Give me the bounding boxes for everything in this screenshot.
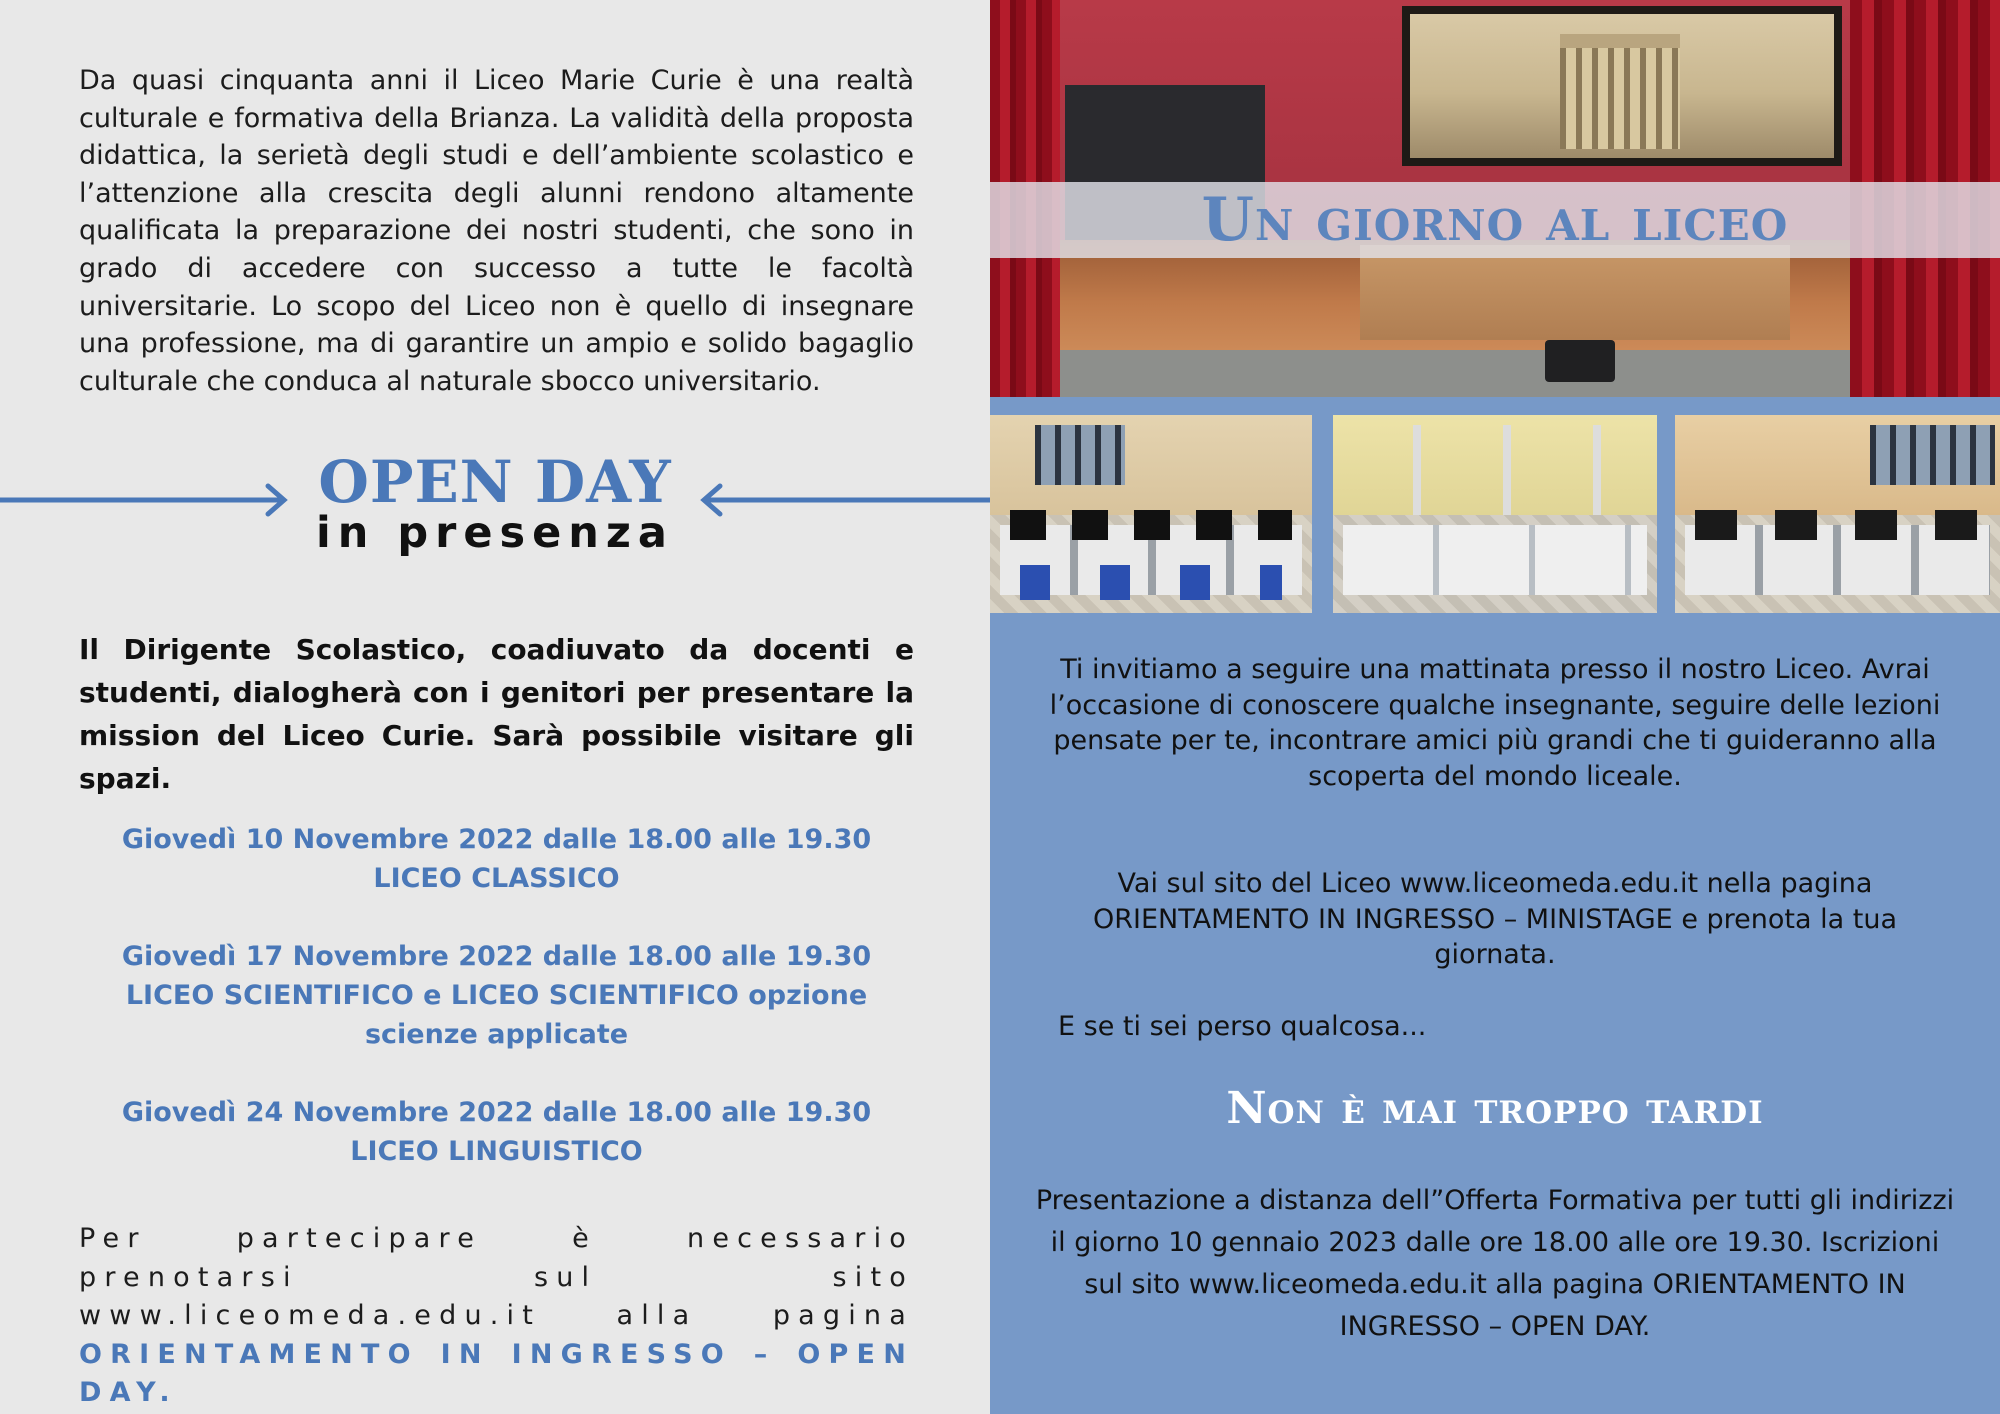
never-late-heading: Non è mai troppo tardi xyxy=(1226,1083,1764,1134)
site-info-paragraph: Vai sul sito del Liceo www.liceomeda.edu.it nella pagina ORIENTAMENTO IN INGRESSO – MINISTAGE e prenota la tua giornata. xyxy=(1092,868,1897,970)
right-panel xyxy=(990,0,2000,1414)
date-what: LICEO SCIENTIFICO e LICEO SCIENTIFICO opzione scienze applicate xyxy=(125,980,868,1050)
open-day-subtitle: in presenza xyxy=(316,508,674,558)
booking-info xyxy=(79,1220,914,1413)
booking-text: Per partecipare è necessario prenotarsi sul sito www.liceomeda.edu.it alla pagina xyxy=(79,1223,914,1331)
date-when: Giovedì 24 Novembre 2022 dalle 18.00 alle 19.30 xyxy=(121,1097,872,1128)
science-lab-photo xyxy=(1333,415,1657,613)
computer-lab-photo-1 xyxy=(990,415,1312,613)
date-when: Giovedì 17 Novembre 2022 dalle 18.00 alle 19.30 xyxy=(121,941,872,972)
computer-lab-photo-2 xyxy=(1675,415,2000,613)
invite-paragraph: Ti invitiamo a seguire una mattinata presso il nostro Liceo. Avrai l’occasione di conoscere qualche insegnante, seguire delle lezioni pensate per te, incontrare amici più grandi che ti guideranno alla scoperta del mondo liceale. xyxy=(1049,654,1941,792)
arrow-left-icon xyxy=(698,482,990,518)
open-day-title: OPEN DAY xyxy=(318,448,672,516)
date-what: LICEO CLASSICO xyxy=(373,863,620,894)
presentation-paragraph: Presentazione a distanza dell”Offerta Formativa per tutti gli indirizzi il giorno 10 gennaio 2023 dalle ore 18.00 alle ore 19.30. Iscrizioni sul sito www.liceomeda.edu.it alla pagina ORIENTAMENTO IN INGRESSO – OPEN DAY. xyxy=(1035,1185,1955,1342)
arrow-right-icon xyxy=(0,482,290,518)
missed-text: E se ti sei perso qualcosa... xyxy=(1058,1011,1427,1042)
open-day-date-linguistico xyxy=(79,1093,914,1171)
date-when: Giovedì 10 Novembre 2022 dalle 18.00 alle 19.30 xyxy=(121,824,872,855)
projector-icon xyxy=(1545,340,1615,382)
hero-title: Un giorno al liceo xyxy=(1201,185,1789,255)
painting xyxy=(1402,6,1842,166)
booking-link-page[interactable]: ORIENTAMENTO IN INGRESSO – OPEN DAY. xyxy=(79,1338,914,1408)
open-day-date-classico xyxy=(79,820,914,898)
date-what: LICEO LINGUISTICO xyxy=(350,1136,643,1167)
intro-paragraph: Da quasi cinquanta anni il Liceo Marie Curie è una realtà culturale e formativa della Brianza. La validità della proposta didattica, la serietà degli studi e dell’ambiente scolastico e l’attenzione alla crescita degli alunni rendono altamente qualificata la preparazione dei nostri studenti, che sono in grado di accedere con successo a tutte le facoltà universitarie. Lo scopo del Liceo non è quello di insegnare una professione, ma di garantire un ampio e solido bagaglio culturale che conduca al naturale sbocco universitario. xyxy=(79,65,914,397)
mission-paragraph: Il Dirigente Scolastico, coadiuvato da docenti e studenti, dialogherà con i genitori per presentare la mission del Liceo Curie. Sarà possibile visitare gli spazi. xyxy=(79,633,914,795)
left-panel xyxy=(0,0,990,1414)
open-day-date-scientifico xyxy=(79,937,914,1054)
